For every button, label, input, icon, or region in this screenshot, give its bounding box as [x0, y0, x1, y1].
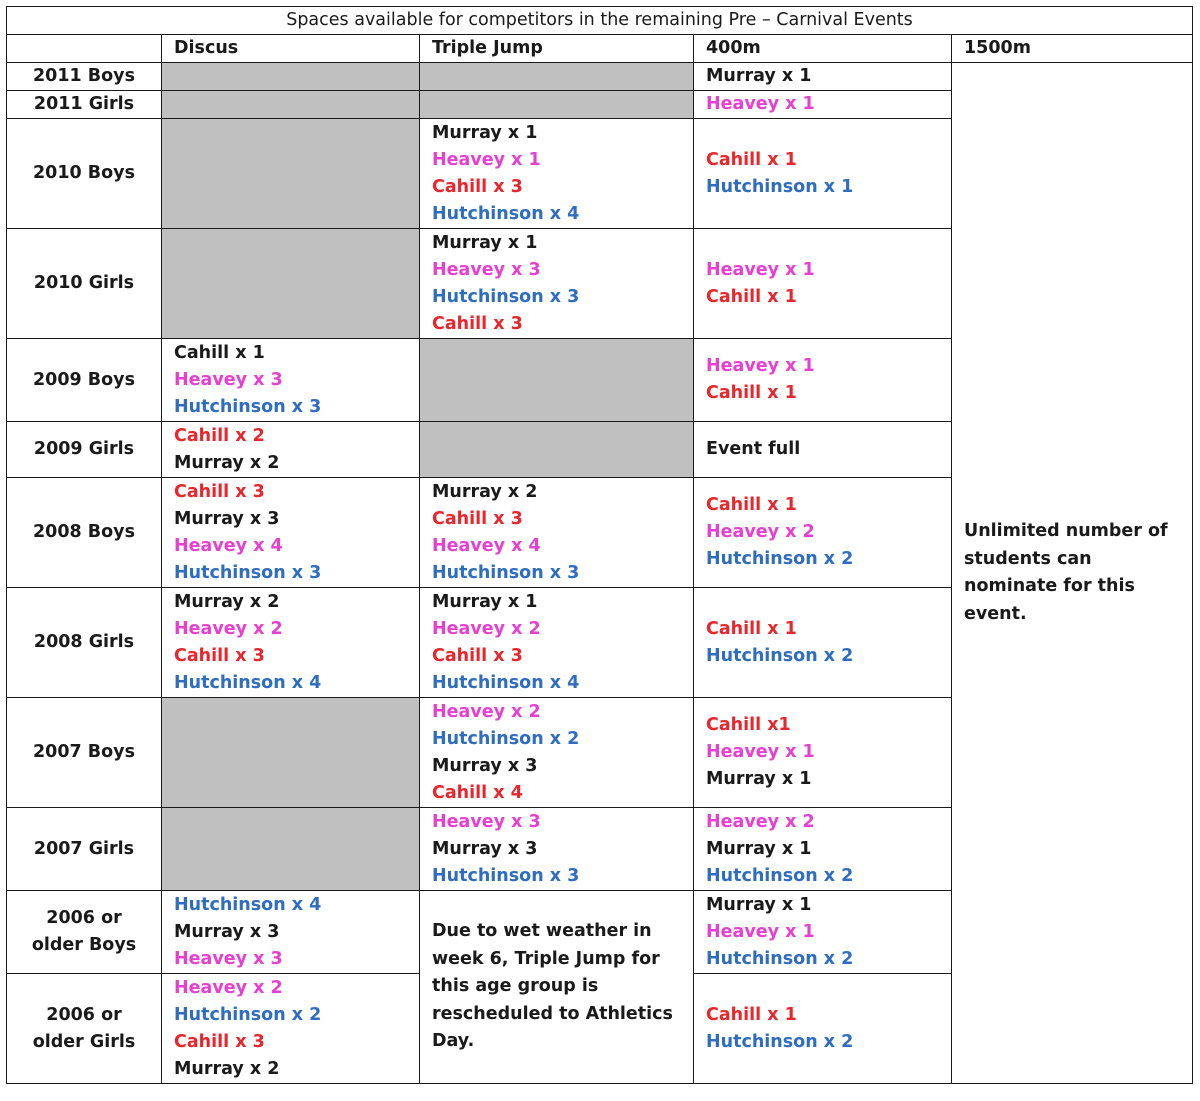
house-entry: Hutchinson x 2 [174, 1004, 322, 1025]
triple-jump-cell-unavailable [420, 91, 694, 119]
house-entry: Hutchinson x 2 [706, 645, 854, 666]
house-entry: Event full [706, 439, 801, 459]
house-entry: Cahill x 3 [432, 313, 523, 334]
row-label: 2007 Boys [7, 698, 162, 808]
discus-cell [162, 588, 420, 698]
m400-cell [694, 422, 952, 478]
row-label: 2008 Girls [7, 588, 162, 698]
triple-jump-cell [420, 229, 694, 339]
house-entry: Cahill x 1 [706, 1004, 797, 1025]
house-entry: Hutchinson x 1 [706, 176, 854, 197]
header-triple-jump: Triple Jump [420, 35, 694, 63]
triple-jump-cell [420, 698, 694, 808]
m400-cell [694, 229, 952, 339]
house-entry: Murray x 3 [174, 508, 280, 529]
house-entry: Heavey x 2 [432, 701, 541, 722]
house-entry: Hutchinson x 2 [706, 948, 854, 969]
m400-cell [694, 91, 952, 119]
house-entry: Murray x 2 [174, 1058, 280, 1079]
house-entry: Murray x 2 [174, 452, 280, 473]
m1500-note: Unlimited number of students can nominate for this event. [964, 521, 1168, 624]
house-entry: Cahill x 1 [706, 149, 797, 170]
house-entry: Cahill x 1 [706, 495, 797, 515]
house-entry: Cahill x 4 [432, 782, 523, 803]
house-entry: Heavey x 1 [706, 356, 815, 376]
house-entry: Murray x 3 [432, 755, 538, 776]
house-entry: Murray x 1 [706, 894, 812, 915]
house-entry: Heavey x 3 [174, 948, 283, 969]
house-entry: Cahill x 1 [174, 342, 265, 363]
row-label: 2008 Boys [7, 478, 162, 588]
triple-jump-cell-unavailable [420, 63, 694, 91]
house-entry: Murray x 1 [432, 122, 538, 143]
triple-jump-cell-unavailable [420, 339, 694, 422]
house-entry: Hutchinson x 3 [174, 396, 322, 417]
triple-jump-cell [420, 478, 694, 588]
title-row [7, 7, 1193, 35]
triple-jump-2006-cell [420, 891, 694, 1084]
house-entry: Heavey x 2 [432, 618, 541, 639]
house-entry: Murray x 2 [432, 481, 538, 502]
m400-cell [694, 339, 952, 422]
house-entry: Cahill x 1 [706, 286, 797, 307]
row-label: 2007 Girls [7, 808, 162, 891]
house-entry: Murray x 1 [706, 769, 812, 789]
discus-cell-unavailable [162, 698, 420, 808]
triple-jump-note: Due to wet weather in week 6, Triple Jump for this age group is rescheduled to Athletics Day. [432, 921, 673, 1052]
row-label: 2011 Girls [7, 91, 162, 119]
house-entry: Cahill x 3 [432, 645, 523, 666]
house-entry: Cahill x 1 [706, 383, 797, 403]
m400-cell [694, 478, 952, 588]
house-entry: Murray x 1 [432, 591, 538, 612]
m400-cell [694, 891, 952, 974]
house-entry: Heavey x 4 [174, 535, 283, 556]
house-entry: Murray x 3 [432, 838, 538, 859]
house-entry: Murray x 3 [174, 921, 280, 942]
header-row [7, 35, 1193, 63]
house-entry: Murray x 2 [174, 591, 280, 612]
house-entry: Hutchinson x 4 [432, 203, 580, 224]
house-entry: Heavey x 2 [174, 977, 283, 998]
discus-cell-unavailable [162, 229, 420, 339]
row-label: 2010 Boys [7, 119, 162, 229]
house-entry: Hutchinson x 3 [432, 562, 580, 583]
row-label: 2009 Girls [7, 422, 162, 478]
header-1500m: 1500m [952, 35, 1193, 63]
m400-cell [694, 698, 952, 808]
header-blank [7, 35, 162, 63]
house-entry: Cahill x 3 [174, 1031, 265, 1052]
house-entry: Murray x 1 [706, 66, 812, 86]
header-discus: Discus [162, 35, 420, 63]
house-entry: Hutchinson x 2 [706, 549, 854, 569]
house-entry: Murray x 1 [706, 838, 812, 859]
house-entry: Cahill x 3 [174, 645, 265, 666]
discus-cell [162, 339, 420, 422]
house-entry: Heavey x 3 [432, 811, 541, 832]
discus-cell [162, 891, 420, 974]
house-entry: Heavey x 2 [706, 811, 815, 832]
house-entry: Cahill x 3 [432, 176, 523, 197]
m400-cell [694, 588, 952, 698]
m400-cell [694, 974, 952, 1084]
row-label: 2006 or older Girls [7, 974, 162, 1084]
house-entry: Heavey x 3 [174, 369, 283, 390]
house-entry: Murray x 1 [432, 232, 538, 253]
triple-jump-cell [420, 119, 694, 229]
row-label: 2006 or older Boys [7, 891, 162, 974]
house-entry: Heavey x 2 [174, 618, 283, 639]
discus-cell [162, 478, 420, 588]
house-entry: Hutchinson x 2 [432, 728, 580, 749]
house-entry: Heavey x 1 [706, 259, 815, 280]
m1500-cell [952, 63, 1193, 1084]
house-entry: Cahill x 3 [432, 508, 523, 529]
discus-cell-unavailable [162, 808, 420, 891]
m400-cell [694, 119, 952, 229]
discus-cell-unavailable [162, 91, 420, 119]
discus-cell [162, 974, 420, 1084]
house-entry: Heavey x 3 [432, 259, 541, 280]
m400-cell [694, 808, 952, 891]
table-title: Spaces available for competitors in the remaining Pre – Carnival Events [7, 7, 1193, 35]
house-entry: Heavey x 2 [706, 522, 815, 542]
house-entry: Hutchinson x 2 [706, 865, 854, 886]
triple-jump-cell [420, 808, 694, 891]
triple-jump-cell [420, 588, 694, 698]
spaces-table [6, 6, 1193, 1084]
row-label: 2010 Girls [7, 229, 162, 339]
row-label: 2011 Boys [7, 63, 162, 91]
discus-cell-unavailable [162, 63, 420, 91]
discus-cell [162, 422, 420, 478]
house-entry: Hutchinson x 4 [174, 894, 322, 915]
house-entry: Heavey x 1 [432, 149, 541, 170]
row-2011-boys [7, 63, 1193, 91]
header-400m: 400m [694, 35, 952, 63]
house-entry: Hutchinson x 3 [432, 286, 580, 307]
house-entry: Heavey x 1 [706, 742, 815, 762]
discus-cell-unavailable [162, 119, 420, 229]
house-entry: Hutchinson x 3 [174, 562, 322, 583]
house-entry: Heavey x 1 [706, 921, 815, 942]
house-entry: Hutchinson x 3 [432, 865, 580, 886]
m400-cell [694, 63, 952, 91]
house-entry: Cahill x 1 [706, 618, 797, 639]
triple-jump-cell-unavailable [420, 422, 694, 478]
row-label: 2009 Boys [7, 339, 162, 422]
house-entry: Hutchinson x 4 [174, 672, 322, 693]
house-entry: Cahill x1 [706, 715, 791, 735]
house-entry: Heavey x 1 [706, 94, 815, 114]
house-entry: Heavey x 4 [432, 535, 541, 556]
house-entry: Hutchinson x 4 [432, 672, 580, 693]
house-entry: Cahill x 3 [174, 481, 265, 502]
house-entry: Hutchinson x 2 [706, 1031, 854, 1052]
house-entry: Cahill x 2 [174, 425, 265, 446]
